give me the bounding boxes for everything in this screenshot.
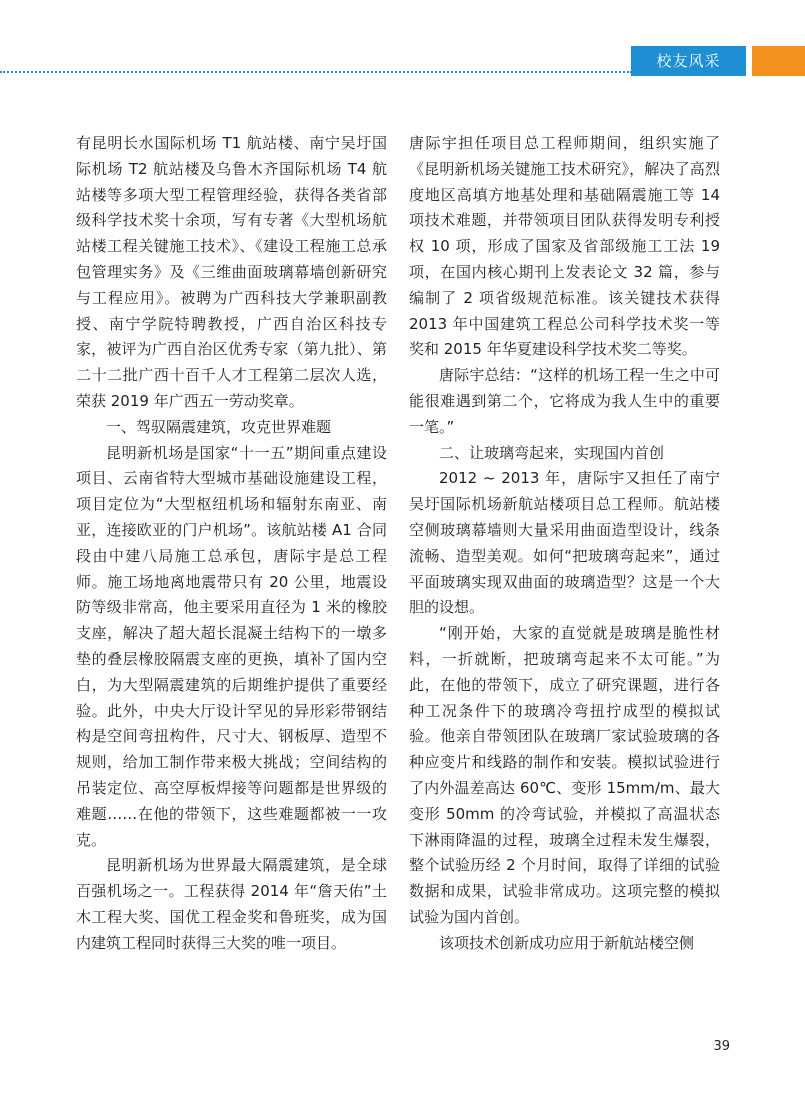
header-dotted-rule	[0, 71, 632, 73]
paragraph: 唐际宇担任项目总工程师期间，组织实施了《昆明新机场关键施工技术研究》，解决了高烈度地区高填方地基处理和基础隔震施工等 14 项技术难题，并带领项目团队获得发明专利授权 10 项，形成了国家及省部级施工工法 19 项，在国内核心期刊上发表论文 32 篇，参与编制了 2 项省级规范标准。该关键技术获得 2013 年中国建筑工程总公司科学技术奖一等奖和 2015 年华夏建设科学技术奖二等奖。	[409, 134, 720, 359]
section-tab: 校友风采	[631, 46, 746, 76]
paragraph: 昆明新机场是国家“十一五”期间重点建设项目、云南省特大型城市基础设施建设工程，项目定位为“大型枢纽机场和辐射东南亚、南亚，连接欧亚的门户机场”。该航站楼 A1 合同段由中建八局施工总承包，唐际宇是总工程师。施工场地离地震带只有 20 公里，地震设防等级非常高，他主要采用直径为 1 米的橡胶支座，解决了超大超长混凝土结构下的一墩多垫的叠层橡胶隔震支座的更换，填补了国内空白，为大型隔震建筑的后期维护提供了重要经验。此外，中央大厅设计罕见的异形彩带钢结构是空间弯扭构件，尺寸大、钢板厚、造型不规则，给加工制作带来极大挑战；空间结构的吊装定位、高空厚板焊接等问题都是世界级的难题……在他的带领下，这些难题都被一一攻克。	[76, 443, 387, 849]
paragraph: 该项技术创新成功应用于新航站楼空侧	[439, 933, 695, 952]
section-heading: 二、让玻璃弯起来，实现国内首创	[439, 443, 665, 462]
right-column	[409, 131, 720, 957]
page-number: 39	[713, 1039, 730, 1054]
paragraph: 有昆明长水国际机场 T1 航站楼、南宁吴圩国际机场 T2 航站楼及乌鲁木齐国际机场 T4 航站楼等多项大型工程管理经验，获得各类省部级科学技术奖十余项，写有专著《大型机场航站楼工程关键施工技术》、《建设工程施工总承包管理实务》及《三维曲面玻璃幕墙创新研究与工程应用》。被聘为广西科技大学兼职副教授、南宁学院特聘教授，广西自治区科技专家，被评为广西自治区优秀专家（第九批）、第二十二批广西十百千人才工程第二层次人选，荣获 2019 年广西五一劳动奖章。	[76, 134, 387, 410]
left-column	[76, 131, 387, 957]
paragraph: 唐际宇总结：“这样的机场工程一生之中可能很难遇到第二个，它将成为我人生中的重要一笔。”	[409, 366, 720, 436]
paragraph: 昆明新机场为世界最大隔震建筑，是全球百强机场之一。工程获得 2014 年“詹天佑”土木工程大奖、国优工程金奖和鲁班奖，成为国内建筑工程同时获得三大奖的唯一项目。	[76, 856, 387, 952]
section-heading: 一、驾驭隔震建筑，攻克世界难题	[106, 417, 332, 436]
header-accent-block	[752, 46, 805, 76]
paragraph: “刚开始，大家的直觉就是玻璃是脆性材料，一折就断，把玻璃弯起来不太可能。”为此，在他的带领下，成立了研究课题，进行各种工况条件下的玻璃冷弯扭拧成型的模拟试验。他亲自带领团队在玻璃厂家试验玻璃的各种应变片和线路的制作和安装。模拟试验进行了内外温差高达 60℃、变形 15mm/m、最大变形 50mm 的冷弯试验，并模拟了高温状态下淋雨降温的过程，玻璃全过程未发生爆裂，整个试验历经 2 个月时间，取得了详细的试验数据和成果，试验非常成功。这项完整的模拟试验为国内首创。	[409, 624, 720, 926]
paragraph: 2012 ~ 2013 年，唐际宇又担任了南宁吴圩国际机场新航站楼项目总工程师。航站楼空侧玻璃幕墙则大量采用曲面造型设计，线条流畅、造型美观。如何“把玻璃弯起来”，通过平面玻璃实现双曲面的玻璃造型？这是一个大胆的设想。	[409, 469, 720, 617]
